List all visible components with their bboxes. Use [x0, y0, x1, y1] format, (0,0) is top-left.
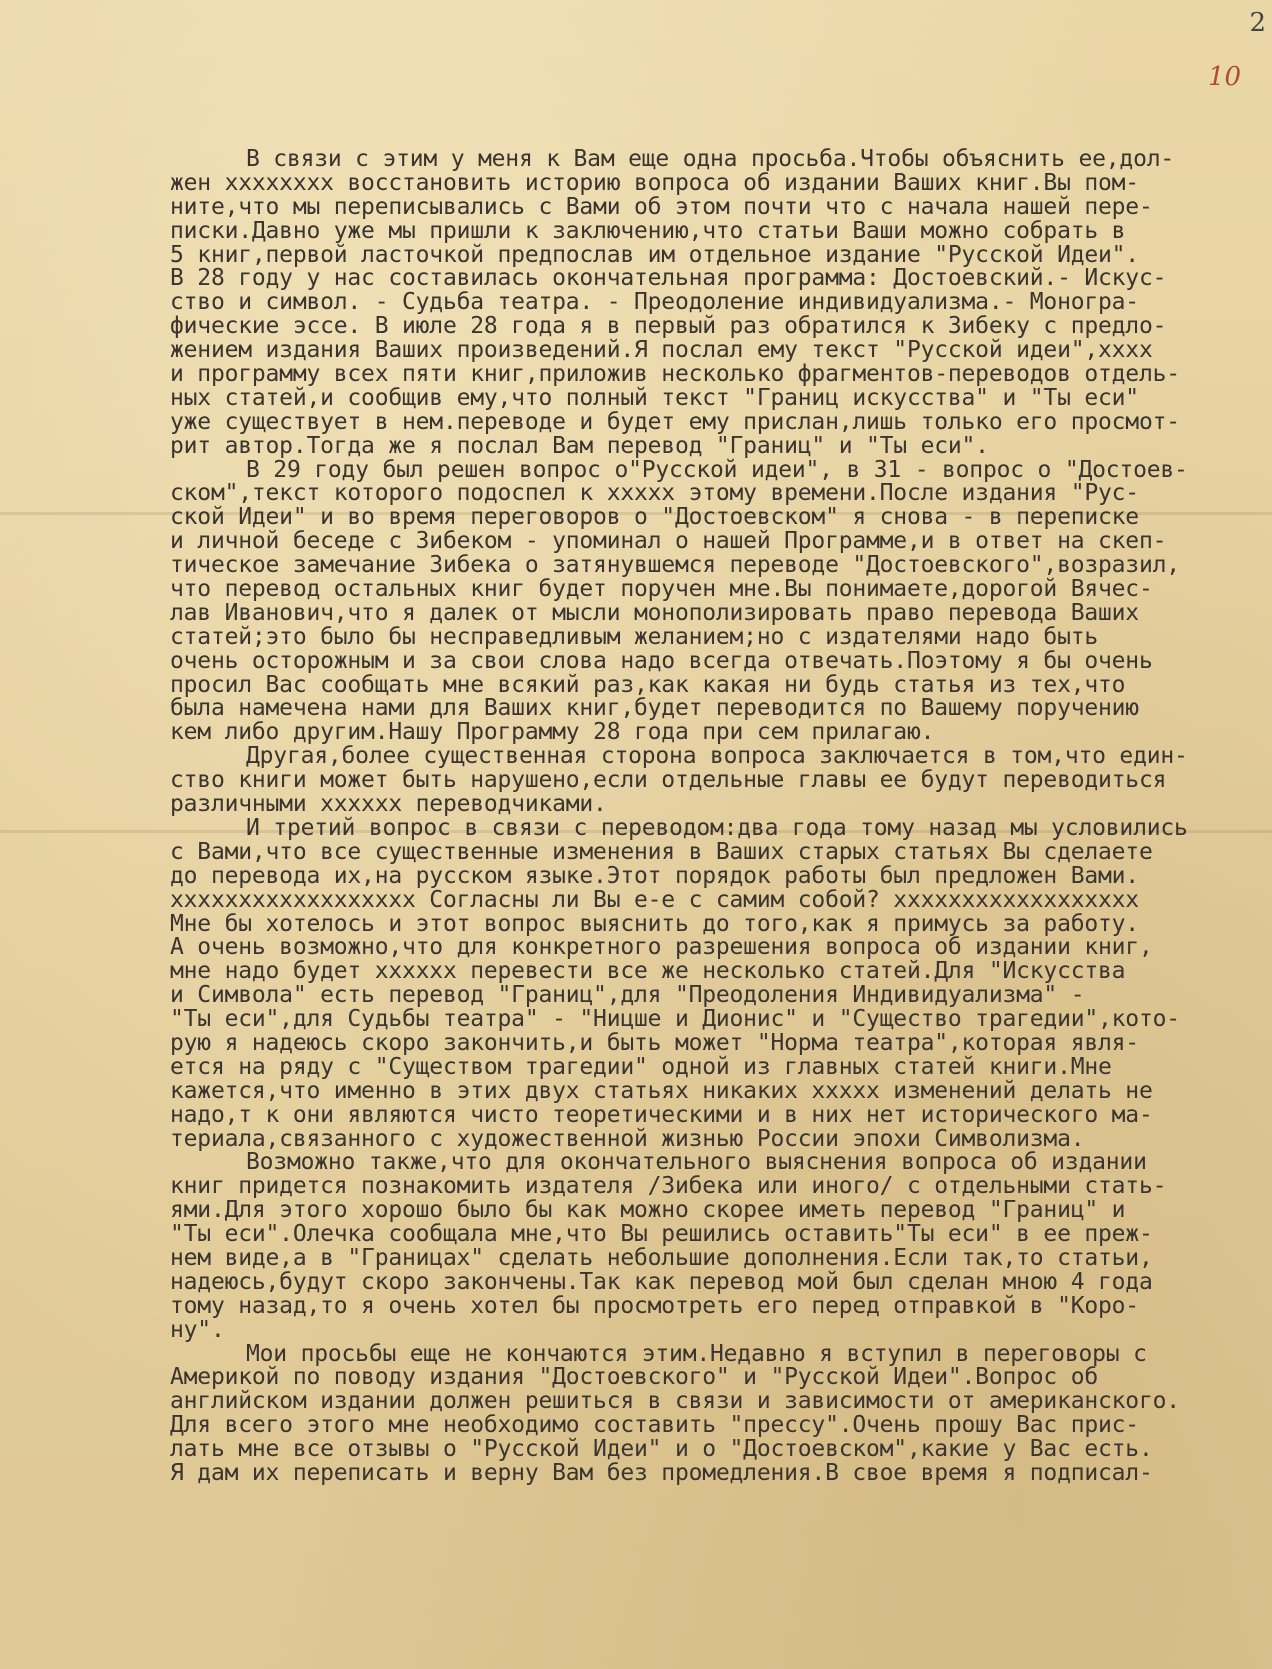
text-line: ями.Для этого хорошо было бы как можно скорее иметь перевод "Границ" и [170, 1197, 1126, 1224]
text-line: В 29 году был решен вопрос о"Русской идеи", в 31 - вопрос о "Достоев- [246, 456, 1188, 483]
text-line: ской Идеи" и во время переговоров о "Достоевском" я снова - в переписке [170, 504, 1139, 531]
letter-body [170, 148, 1250, 1486]
text-line: "Ты еси",для Судьбы театра" - "Ницше и Дионис" и "Существо трагедии",кото- [170, 1006, 1180, 1033]
text-line: 5 книг,первой ласточкой предпослав им отдельное издание "Русской Идеи". [170, 241, 1139, 268]
text-line: лать мне все отзывы о "Русской Идеи" и о "Достоевском",какие у Вас есть. [170, 1436, 1153, 1463]
text-line: кажется,что именно в этих двух статьях никаких xxxxx изменений делать не [170, 1077, 1153, 1104]
text-line: Для всего этого мне необходимо составить "прессу".Очень прошу Вас прис- [170, 1412, 1139, 1439]
text-line: уже существует в нем.переводе и будет ему прислан,лишь только его просмот- [170, 408, 1180, 435]
text-line: рит автор.Тогда же я послал Вам перевод "Границ" и "Ты еси". [170, 432, 989, 459]
text-line: ните,что мы переписывались с Вами об этом почти что с начала нашей пере- [170, 193, 1153, 220]
text-line: просил Вас сообщать мне всякий раз,как какая ни будь статья из тех,что [170, 671, 1126, 698]
text-line: рую я надеюсь скоро закончить,и быть может "Норма театра",которая явля- [170, 1029, 1139, 1056]
text-line: лав Иванович,что я далек от мысли монополизировать право перевода Ваших [170, 599, 1139, 626]
folio-number: 10 [1208, 62, 1242, 92]
text-line: статей;это было бы несправедливым желанием;но с издателями надо быть [170, 623, 1099, 650]
text-line: Возможно также,что для окончательного выяснения вопроса об издании [246, 1149, 1147, 1176]
text-line: И третий вопрос в связи с переводом:два года тому назад мы условились [246, 814, 1188, 841]
corner-mark: 2 [1249, 8, 1266, 38]
text-line: фические эссе. В июле 28 года я в первый раз обратился к Зибеку с предло- [170, 313, 1167, 340]
text-line: мне надо будет xxxxxx перевести все же несколько статей.Для "Искусства [170, 958, 1126, 985]
text-line: Я дам их переписать и верну Вам без промедления.В свое время я подписал- [170, 1459, 1153, 1486]
text-line: В связи с этим у меня к Вам еще одна просьба.Чтобы объяснить ее,дол- [246, 146, 1175, 172]
text-line: писки.Давно уже мы пришли к заключению,что статьи Ваши можно собрать в [170, 217, 1126, 244]
text-line: тому назад,то я очень хотел бы просмотреть его перед отправкой в "Коро- [170, 1292, 1139, 1319]
text-line: А очень возможно,что для конкретного разрешения вопроса об издании книг, [170, 934, 1153, 961]
text-line: книг придется познакомить издателя /Зибека или иного/ с отдельными стать- [170, 1173, 1167, 1200]
text-line: тическое замечание Зибека о затянувшемся переводе "Достоевского",возразил, [170, 552, 1180, 579]
text-line: и программу всех пяти книг,приложив несколько фрагментов-переводов отдель- [170, 361, 1180, 388]
text-line: надеюсь,будут скоро закончены.Так как перевод мой был сделан мною 4 года [170, 1268, 1153, 1295]
text-line: и Символа" есть перевод "Границ",для "Преодоления Индивидуализма" - [170, 982, 1085, 1009]
text-line: жением издания Ваших произведений.Я послал ему текст "Русской идеи",xxxx [170, 337, 1153, 364]
text-line: ском",текст которого подоспел к xxxxx этому времени.После издания "Рус- [170, 480, 1139, 507]
text-line: Мне бы хотелось и этот вопрос выяснить до того,как я примусь за работу. [170, 910, 1139, 937]
text-line: Америкой по поводу издания "Достоевского" и "Русской Идеи".Вопрос об [170, 1364, 1099, 1391]
text-line: ство книги может быть нарушено,если отдельные главы ее будут переводиться [170, 767, 1167, 794]
text-line: Другая,более существенная сторона вопроса заключается в том,что един- [246, 743, 1188, 770]
text-line: была намечена нами для Ваших книг,будет переводится по Вашему поручению [170, 695, 1139, 722]
text-line: териала,связанного с художественной жизнью России эпохи Символизма. [170, 1125, 1085, 1152]
text-line: ных статей,и сообщив ему,что полный текст "Границ искусства" и "Ты еси" [170, 384, 1139, 411]
text-line: и личной беседе с Зибеком - упоминал о нашей Программе,и в ответ на скеп- [170, 528, 1167, 555]
text-line: очень осторожным и за свои слова надо всегда отвечать.Поэтому я бы очень [170, 647, 1153, 674]
text-line: xxxxxxxxxxxxxxxxxx Согласны ли Вы е-е с самим собой? xxxxxxxxxxxxxxxxxx [170, 886, 1139, 913]
text-line: что перевод остальных книг будет поручен мне.Вы понимаете,дорогой Вячес- [170, 576, 1153, 603]
text-line: кем либо другим.Нашу Программу 28 года при сем прилагаю. [170, 719, 935, 746]
text-line: надо,т к они являются чисто теоретическими и в них нет исторического ма- [170, 1101, 1153, 1128]
text-line: нем виде,а в "Границах" сделать небольшие дополнения.Если так,то статьи, [170, 1244, 1153, 1271]
text-line: жен xxxxxxxx восстановить историю вопроса об издании Ваших книг.Вы пом- [170, 169, 1139, 196]
text-line: Мои просьбы еще не кончаются этим.Недавно я вступил в переговоры с [246, 1340, 1147, 1367]
text-line: различными xxxxxx переводчиками. [170, 791, 607, 818]
text-line: ну". [170, 1316, 225, 1343]
text-line: ство и символ. - Судьба театра. - Преодоление индивидуализма.- Моногра- [170, 289, 1139, 316]
text-line: английском издании должен решиться в связи и зависимости от американского. [170, 1388, 1180, 1415]
text-line: ется на ряду с "Существом трагедии" одной из главных статей книги.Мне [170, 1053, 1112, 1080]
text-line: "Ты еси".Олечка сообщала мне,что Вы решились оставить"Ты еси" в ее преж- [170, 1221, 1153, 1248]
text-line: до перевода их,на русском языке.Этот порядок работы был предложен Вами. [170, 862, 1139, 889]
text-line: с Вами,что все существенные изменения в Ваших старых статьях Вы сделаете [170, 838, 1153, 865]
text-line: В 28 году у нас составилась окончательная программа: Достоевский.- Искус- [170, 265, 1167, 292]
